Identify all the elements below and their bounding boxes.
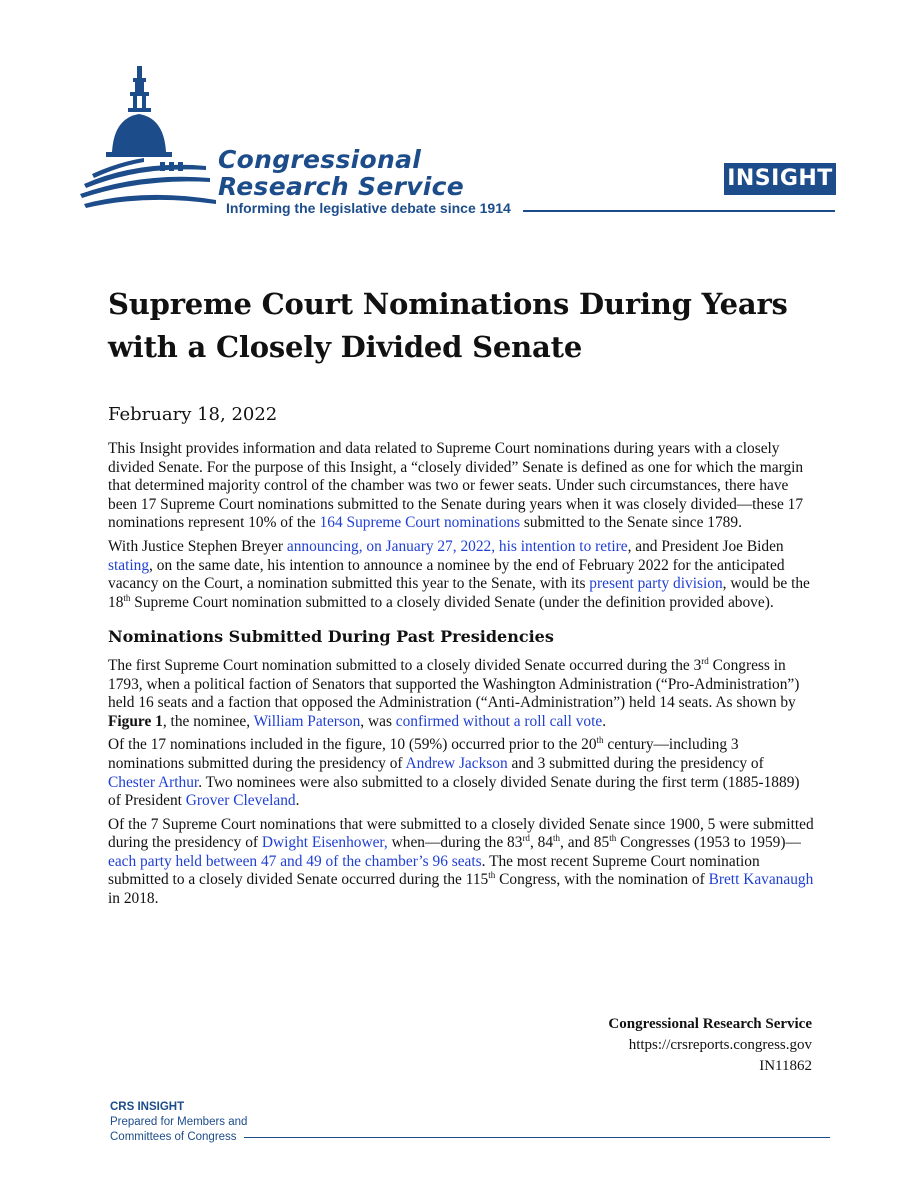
ordinal-suffix: rd — [701, 655, 709, 666]
ordinal-suffix: th — [609, 833, 617, 844]
text-span: Of the 7 Supreme Court nominations that were submitted to a closely divided Senate since 1900, 5 were submitted during the presidency of — [108, 815, 814, 852]
text-span: Congresses (1953 to 1959)— — [616, 834, 801, 852]
link-dwight-eisenhower[interactable]: Dwight Eisenhower, — [261, 834, 388, 852]
text-span: , the nominee, — [162, 712, 254, 730]
text-span: With Justice Stephen Breyer — [108, 537, 287, 555]
report-header — [0, 0, 920, 230]
link-confirmed-no-roll-call[interactable]: confirmed without a roll call vote — [395, 712, 603, 730]
text-span: Of the 17 nominations included in the figure, 10 (59%) occurred prior to the 20 — [108, 736, 597, 754]
footer-divider — [244, 1137, 830, 1138]
ordinal-suffix: th — [596, 735, 604, 746]
link-grover-cleveland[interactable]: Grover Cleveland — [185, 792, 296, 810]
link-biden-stating[interactable]: stating — [108, 556, 150, 574]
text-span: . — [295, 792, 300, 810]
contact-url: https://crsreports.congress.gov — [628, 1037, 812, 1053]
page-footer — [110, 1100, 247, 1145]
capitol-dome-icon — [78, 62, 218, 212]
footer-line-2: Committees of Congress — [110, 1131, 237, 1143]
ordinal-suffix: rd — [522, 833, 530, 844]
link-william-paterson[interactable]: William Paterson — [253, 712, 361, 730]
paragraph-2 — [108, 538, 814, 612]
link-party-division[interactable]: present party division — [589, 575, 723, 593]
text-span: Supreme Court nomination submitted to a closely divided Senate (under the definition provided above). — [130, 593, 774, 611]
ordinal-suffix: th — [553, 833, 561, 844]
text-span: . — [602, 712, 607, 730]
paragraph-3 — [108, 657, 814, 731]
text-span: Congress in 1793, when a political faction of Senators that supported the Washington Administration (“Pro-Administration”) held 16 seats and a faction that opposed the Administration (“Anti-Administration”) held 14 seats. As shown by — [108, 656, 800, 712]
report-id: IN11862 — [759, 1058, 812, 1074]
text-span: This Insight provides information and data related to Supreme Court nominations during years with a closely divided Senate. For the purpose of this Insight, a “closely divided” Senate is defined as one for which the margin that determined majority control of the chamber was two or fewer seats. Under such circumstances, there have been 17 Supreme Court nominations submitted to the Senate during years when it was closely divided—these 17 nominations represent 10% of the — [108, 440, 804, 532]
link-chester-arthur[interactable]: Chester Arthur — [108, 773, 199, 791]
contact-block — [608, 1014, 812, 1077]
link-andrew-jackson[interactable]: Andrew Jackson — [405, 754, 508, 772]
text-span: . The most recent Supreme Court nomination submitted to a closely divided Senate occurred during the 115 — [108, 852, 760, 889]
publication-date: February 18, 2022 — [108, 404, 278, 425]
org-name-line1: Congressional — [218, 145, 422, 174]
header-divider — [523, 210, 835, 212]
page-title: Supreme Court Nominations During Years with a Closely Divided Senate — [108, 287, 788, 364]
text-span: , 84 — [529, 834, 554, 852]
link-164-nominations[interactable]: 164 Supreme Court nominations — [319, 514, 521, 532]
org-tagline: Informing the legislative debate since 1914 — [226, 200, 511, 216]
org-name-line2: Research Service — [218, 172, 465, 201]
footer-line-1: Prepared for Members and — [110, 1116, 248, 1128]
figure-reference: Figure 1 — [108, 712, 163, 730]
paragraph-5 — [108, 816, 814, 909]
text-span: , on the same date, his intention to announce a nominee by the end of February 2022 for the anticipated vacancy on the Court, a nomination submitted this year to the Senate, with its — [108, 556, 785, 593]
link-party-seats[interactable]: each party held between 47 and 49 of the chamber’s 96 seats — [108, 852, 482, 870]
text-span: The first Supreme Court nomination submitted to a closely divided Senate occurred during the 3 — [108, 656, 702, 674]
text-span: , and President Joe Biden — [627, 537, 784, 555]
ordinal-suffix: th — [488, 870, 496, 881]
section-heading: Nominations Submitted During Past Presidencies — [108, 627, 554, 647]
text-span: Congress, with the nomination of — [495, 871, 709, 889]
text-span: , was — [360, 712, 396, 730]
text-span: and 3 submitted during the presidency of — [507, 754, 764, 772]
text-span: century—including 3 nominations submitted during the presidency of — [108, 736, 739, 772]
document-body — [108, 440, 814, 914]
link-breyer-announcement[interactable]: announcing, on January 27, 2022, his intention to retire — [286, 537, 628, 555]
paragraph-4 — [108, 736, 814, 810]
insight-badge: INSIGHT — [724, 163, 836, 195]
contact-org: Congressional Research Service — [608, 1016, 812, 1032]
link-brett-kavanaugh[interactable]: Brett Kavanaugh — [708, 871, 814, 889]
text-span: in 2018. — [108, 890, 159, 908]
text-span: , would be the 18 — [108, 575, 810, 611]
org-name — [218, 146, 464, 200]
text-span: submitted to the Senate since 1789. — [520, 514, 742, 532]
text-span: , and 85 — [560, 834, 610, 852]
text-span: . Two nominees were also submitted to a closely divided Senate during the first term (1885-1889) of President — [108, 773, 800, 810]
text-span: when—during the 83 — [387, 834, 523, 852]
footer-title: CRS INSIGHT — [110, 1101, 185, 1113]
paragraph-1 — [108, 440, 814, 533]
ordinal-suffix: th — [123, 592, 131, 603]
